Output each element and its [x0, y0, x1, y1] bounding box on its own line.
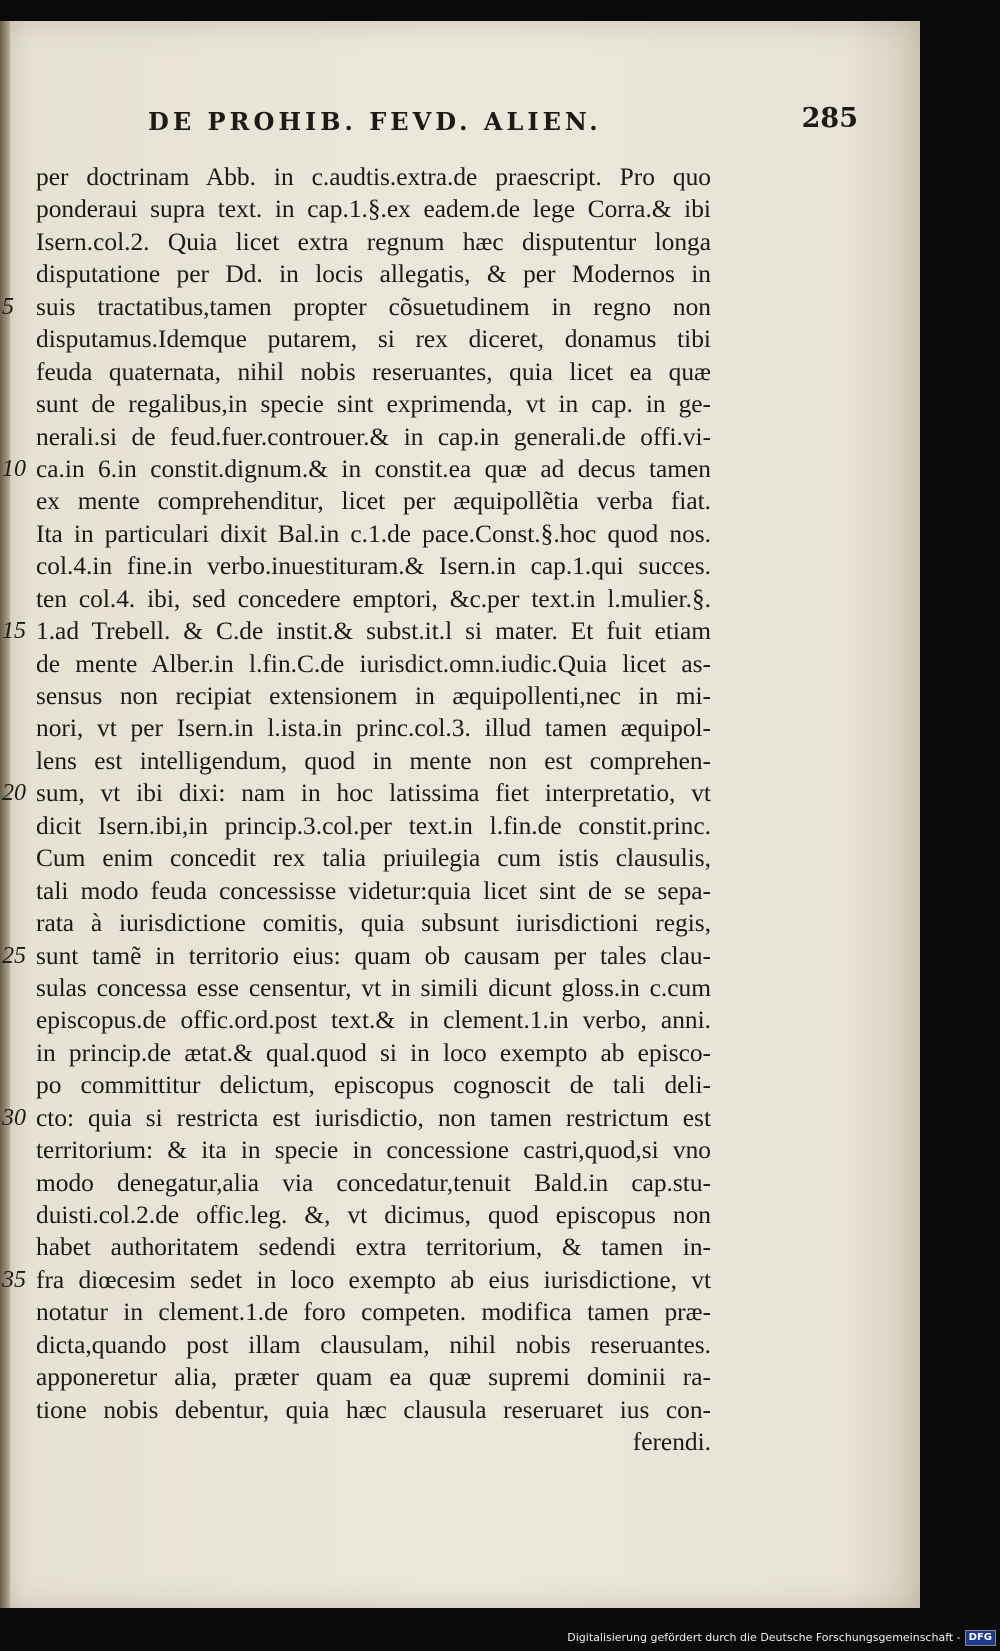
text-line: sulas concessa esse censentur, vt in simili dicunt gloss.in c.cum: [36, 973, 711, 1002]
text-line: in princip.de ætat.& qual.quod si in loco exempto ab episco-: [36, 1038, 711, 1067]
text-line: ten col.4. ibi, sed concedere emptori, &c.per text.in l.mulier.§.: [36, 584, 711, 613]
text-line: sensus non recipiat extensionem in æquipollenti,nec in mi-: [36, 682, 711, 710]
text-line-content: 1.ad Trebell. & C.de instit.& subst.it.l si mater. Et fuit etiam: [36, 617, 711, 646]
text-line: notatur in clement.1.de foro competen. modifica tamen præ-: [36, 1298, 711, 1327]
text-line: nori, vt per Isern.in l.ista.in princ.col.3. illud tamen æquipol-: [36, 714, 711, 743]
text-line: po committitur delictum, episcopus cognoscit de tali deli-: [36, 1071, 711, 1100]
text-line: tione nobis debentur, quia hæc clausula reseruaret ius con-: [36, 1395, 711, 1424]
dfg-logo: DFG: [965, 1630, 996, 1646]
text-line: modo denegatur,alia via concedatur,tenuit Bald.in cap.stu-: [36, 1168, 711, 1197]
text-line: lens est intelligendum, quod in mente non est comprehen-: [36, 746, 711, 775]
text-line: dicit Isern.ibi,in princip.3.col.per text.in l.fin.de constit.princ.: [36, 811, 711, 840]
text-line-content: suis tractatibus,tamen propter cõsuetudinem in regno non: [36, 292, 711, 321]
text-line: territorium: & ita in specie in concessione castri,quod,si vno: [36, 1136, 711, 1165]
text-line: [2, 777, 711, 809]
text-line: habet authoritatem sedendi extra territorium, & tamen in-: [36, 1233, 711, 1262]
text-line: nerali.si de feud.fuer.controuer.& in cap.in generali.de offi.vi-: [36, 422, 711, 451]
text-line: feuda quaternata, nihil nobis reseruantes, quia licet ea quæ: [36, 357, 711, 386]
margin-line-number: 15: [2, 618, 26, 645]
margin-line-number: 10: [2, 455, 26, 482]
text-line: tali modo feuda concessisse videtur:quia licet sint de se sepa-: [36, 876, 711, 905]
page-number: 285: [801, 103, 858, 134]
text-line: Ita in particulari dixit Bal.in c.1.de pace.Const.§.hoc quod nos.: [36, 519, 711, 548]
margin-line-number: 20: [2, 780, 26, 807]
text-line: de mente Alber.in l.fin.C.de iurisdict.omn.iudic.Quia licet as-: [36, 649, 711, 678]
text-line-content: sunt tamẽ in territorio eius: quam ob causam per tales clau-: [36, 941, 711, 970]
running-title: DE PROHIB. FEVD. ALIEN.: [148, 107, 602, 136]
text-line: col.4.in fine.in verbo.inuestituram.& Isern.in cap.1.qui succes.: [36, 552, 711, 581]
text-line: ex mente comprehenditur, licet per æquipollẽtia verba fiat.: [36, 487, 711, 516]
text-line: dicta,quando post illam clausulam, nihil nobis reseruantes.: [36, 1330, 711, 1359]
credit-text: Digitalisierung gefördert durch die Deutsche Forschungsgemeinschaft -: [567, 1631, 961, 1644]
text-line: [2, 291, 711, 323]
text-line: [2, 1264, 711, 1296]
text-line-content: cto: quia si restricta est iurisdictio, non tamen restrictum est: [36, 1103, 711, 1132]
margin-line-number: 30: [2, 1104, 26, 1131]
text-line: duisti.col.2.de offic.leg. &, vt dicimus, quod episcopus non: [36, 1201, 711, 1229]
text-line: [2, 940, 711, 972]
margin-line-number: 35: [2, 1266, 26, 1293]
margin-line-number: 25: [2, 942, 26, 969]
body-text: [2, 161, 711, 1459]
text-line: ponderaui supra text. in cap.1.§.ex eadem.de lege Corra.& ibi: [36, 195, 711, 224]
text-line: [2, 615, 711, 647]
text-line-content: fra diœcesim sedet in loco exempto ab eius iurisdictione, vt: [36, 1265, 711, 1294]
text-line: disputatione per Dd. in locis allegatis, & per Modernos in: [36, 260, 711, 289]
text-line: apponeretur alia, præter quam ea quæ supremi dominii ra-: [36, 1363, 711, 1392]
margin-line-number: 5: [2, 293, 14, 320]
text-line-content: ca.in 6.in constit.dignum.& in constit.ea quæ ad decus tamen: [36, 454, 711, 483]
text-line: disputamus.Idemque putarem, si rex diceret, donamus tibi: [36, 325, 711, 354]
page-header: [98, 101, 858, 141]
book-spine: [0, 21, 10, 1608]
text-line: [2, 453, 711, 485]
text-line: [2, 1102, 711, 1134]
text-line: Isern.col.2. Quia licet extra regnum hæc disputentur longa: [36, 227, 711, 256]
text-line: episcopus.de offic.ord.post text.& in clement.1.in verbo, anni.: [36, 1006, 711, 1035]
text-line: sunt de regalibus,in specie sint exprimenda, vt in cap. in ge-: [36, 390, 711, 419]
text-line-content: sum, vt ibi dixi: nam in hoc latissima fiet interpretatio, vt: [36, 779, 711, 808]
text-line: Cum enim concedit rex talia priuilegia cum istis clausulis,: [36, 844, 711, 873]
text-line: rata à iurisdictione comitis, quia subsunt iurisdictioni regis,: [36, 909, 711, 938]
text-line: ferendi.: [632, 1428, 711, 1457]
text-line: per doctrinam Abb. in c.audtis.extra.de praescript. Pro quo: [36, 163, 711, 191]
digitization-credit: [567, 1627, 996, 1649]
book-page: [0, 21, 920, 1608]
